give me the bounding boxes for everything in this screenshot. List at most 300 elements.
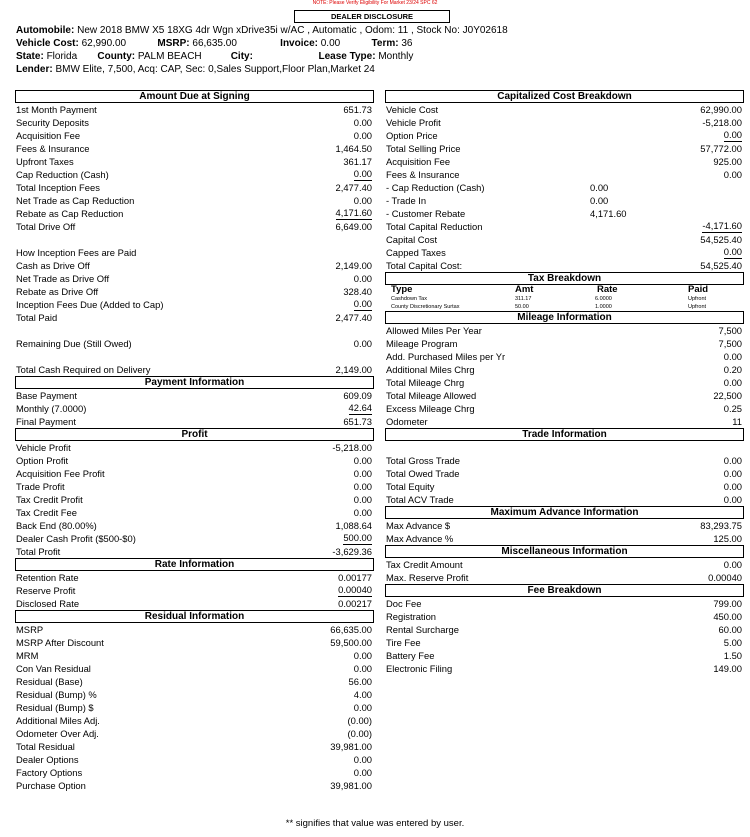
tax-rate: 6.0000 bbox=[595, 296, 612, 302]
table-row bbox=[385, 220, 744, 233]
lender-line bbox=[16, 64, 375, 76]
row-value: 0.00 bbox=[723, 494, 742, 505]
row-value: 42.64 bbox=[348, 402, 372, 413]
row-label: Total Cash Required on Delivery bbox=[16, 364, 151, 375]
row-value: 4,171.60 bbox=[335, 207, 372, 218]
left-column bbox=[15, 90, 374, 792]
table-row bbox=[15, 246, 374, 259]
table-row bbox=[15, 298, 374, 311]
row-label: Total Inception Fees bbox=[16, 182, 100, 193]
row-value: 1.50 bbox=[723, 650, 742, 661]
row-value: 0.00 bbox=[723, 377, 742, 388]
table-row bbox=[385, 207, 744, 220]
table-row bbox=[15, 220, 374, 233]
row-value: 0.00177 bbox=[338, 572, 372, 583]
row-label: Additional Miles Chrg bbox=[386, 364, 475, 375]
invoice-label: Invoice: bbox=[280, 38, 318, 49]
table-row bbox=[385, 480, 744, 493]
row-label: Odometer Over Adj. bbox=[16, 728, 99, 739]
table-row bbox=[385, 103, 744, 116]
table-row bbox=[15, 519, 374, 532]
row-label: Back End (80.00%) bbox=[16, 520, 97, 531]
row-value: 56.00 bbox=[348, 676, 372, 687]
row-value: 0.00 bbox=[353, 507, 372, 518]
spacer bbox=[15, 233, 374, 246]
table-row bbox=[15, 142, 374, 155]
row-label: Allowed Miles Per Year bbox=[386, 325, 482, 336]
row-label: Factory Options bbox=[16, 767, 83, 778]
payment-section bbox=[15, 389, 374, 428]
row-value: 0.00 bbox=[723, 481, 742, 492]
spacer bbox=[15, 350, 374, 363]
profit-section bbox=[15, 441, 374, 558]
table-row bbox=[15, 779, 374, 792]
row-label: How Inception Fees are Paid bbox=[16, 247, 137, 258]
row-label: Total Gross Trade bbox=[386, 455, 460, 466]
city-label: City: bbox=[230, 51, 253, 62]
row-label: Tax Credit Fee bbox=[16, 507, 77, 518]
row-label: Rebate as Cap Reduction bbox=[16, 208, 124, 219]
cap-cost-section bbox=[385, 103, 744, 272]
row-label: Acquisition Fee bbox=[386, 156, 451, 167]
vehicle-cost-value: 62,990.00 bbox=[81, 38, 127, 49]
row-subvalue: 4,171.60 bbox=[590, 208, 627, 219]
table-row bbox=[385, 168, 744, 181]
row-value: 0.00 bbox=[353, 481, 372, 492]
row-value: -5,218.00 bbox=[332, 442, 372, 453]
msrp-value: 66,635.00 bbox=[192, 38, 237, 49]
row-label: Electronic Filing bbox=[386, 663, 453, 674]
table-row bbox=[385, 558, 744, 571]
max-advance-title: Maximum Advance Information bbox=[385, 506, 744, 519]
trade-section bbox=[385, 441, 744, 506]
profit-title: Profit bbox=[15, 428, 374, 441]
row-value: 0.00 bbox=[723, 129, 742, 140]
row-label: Max Advance $ bbox=[386, 520, 451, 531]
row-label: Total Residual bbox=[16, 741, 75, 752]
row-value: (0.00) bbox=[347, 715, 372, 726]
tax-amt: 311.17 bbox=[515, 296, 532, 302]
tax-type: Cashdown Tax bbox=[391, 296, 427, 302]
lender-label: Lender: bbox=[16, 64, 53, 75]
row-label: Total Profit bbox=[16, 546, 61, 557]
row-value: 66,635.00 bbox=[330, 624, 372, 635]
row-value: 0.25 bbox=[723, 403, 742, 414]
row-label: Total Mileage Chrg bbox=[386, 377, 465, 388]
mileage-title: Mileage Information bbox=[385, 311, 744, 324]
trade-title: Trade Information bbox=[385, 428, 744, 441]
row-value: 59,500.00 bbox=[330, 637, 372, 648]
row-label: Vehicle Profit bbox=[386, 117, 441, 128]
row-label: MSRP bbox=[16, 624, 44, 635]
table-row bbox=[15, 727, 374, 740]
fees-section bbox=[385, 597, 744, 675]
state-label: State: bbox=[16, 51, 44, 62]
table-row bbox=[15, 714, 374, 727]
table-row bbox=[385, 363, 744, 376]
row-value: 0.00 bbox=[353, 298, 372, 309]
table-row bbox=[15, 363, 374, 376]
spacer bbox=[385, 441, 744, 454]
table-row bbox=[15, 467, 374, 480]
table-row bbox=[15, 571, 374, 584]
table-row bbox=[385, 116, 744, 129]
table-row bbox=[385, 233, 744, 246]
row-value: 500.00 bbox=[343, 532, 372, 543]
row-value: 0.00217 bbox=[338, 598, 372, 609]
row-label: Con Van Residual bbox=[16, 663, 91, 674]
table-row bbox=[15, 649, 374, 662]
row-label: Rebate as Drive Off bbox=[16, 286, 99, 297]
row-value: 4.00 bbox=[353, 689, 372, 700]
table-row bbox=[15, 168, 374, 181]
row-value: 5.00 bbox=[723, 637, 742, 648]
row-label: Total Drive Off bbox=[16, 221, 76, 232]
row-value: 651.73 bbox=[343, 416, 372, 427]
row-label: Option Profit bbox=[16, 455, 69, 466]
table-row bbox=[385, 636, 744, 649]
table-row bbox=[385, 519, 744, 532]
row-label: - Customer Rebate bbox=[386, 208, 466, 219]
row-value: 39,981.00 bbox=[330, 780, 372, 791]
table-row bbox=[385, 324, 744, 337]
row-value: 57,772.00 bbox=[700, 143, 742, 154]
row-value: 2,149.00 bbox=[335, 260, 372, 271]
table-row bbox=[385, 155, 744, 168]
row-value: 22,500 bbox=[713, 390, 742, 401]
row-label: 1st Month Payment bbox=[16, 104, 97, 115]
row-value: (0.00) bbox=[347, 728, 372, 739]
row-label: Total Capital Cost: bbox=[386, 260, 463, 271]
automobile-label: Automobile: bbox=[16, 25, 75, 36]
table-row bbox=[385, 129, 744, 142]
page-title: DEALER DISCLOSURE bbox=[294, 10, 450, 23]
row-value: 2,477.40 bbox=[335, 312, 372, 323]
row-label: MRM bbox=[16, 650, 39, 661]
fees-title: Fee Breakdown bbox=[385, 584, 744, 597]
row-subvalue: 0.00 bbox=[590, 195, 609, 206]
row-label: Total Owed Trade bbox=[386, 468, 460, 479]
tax-header-amt: Amt bbox=[515, 284, 534, 295]
row-label: Total ACV Trade bbox=[386, 494, 454, 505]
row-label: Remaining Due (Still Owed) bbox=[16, 338, 132, 349]
table-row bbox=[15, 597, 374, 610]
misc-section bbox=[385, 558, 744, 584]
row-label: - Cap Reduction (Cash) bbox=[386, 182, 485, 193]
row-value: 0.00 bbox=[353, 702, 372, 713]
row-value: 0.00 bbox=[723, 468, 742, 479]
row-value: 0.00 bbox=[723, 246, 742, 257]
row-label: Net Trade as Drive Off bbox=[16, 273, 110, 284]
row-label: Total Equity bbox=[386, 481, 435, 492]
table-row bbox=[15, 545, 374, 558]
row-label: Cap Reduction (Cash) bbox=[16, 169, 109, 180]
row-label: Dealer Options bbox=[16, 754, 79, 765]
cost-line bbox=[16, 38, 412, 50]
row-value: 0.00 bbox=[353, 338, 372, 349]
row-value: 0.00 bbox=[353, 117, 372, 128]
misc-title: Miscellaneous Information bbox=[385, 545, 744, 558]
row-label: Retention Rate bbox=[16, 572, 79, 583]
table-row bbox=[15, 337, 374, 350]
row-value: 0.00040 bbox=[708, 572, 742, 583]
tax-paid: Upfront bbox=[688, 304, 707, 310]
county-value: PALM BEACH bbox=[137, 51, 202, 62]
row-value: 6,649.00 bbox=[335, 221, 372, 232]
table-row bbox=[15, 389, 374, 402]
amount-due-section bbox=[15, 103, 374, 376]
row-label: Option Price bbox=[386, 130, 438, 141]
table-row bbox=[385, 532, 744, 545]
row-value: 39,981.00 bbox=[330, 741, 372, 752]
row-label: Net Trade as Cap Reduction bbox=[16, 195, 135, 206]
table-row bbox=[15, 584, 374, 597]
row-label: Mileage Program bbox=[386, 338, 458, 349]
row-value: 0.00 bbox=[353, 468, 372, 479]
row-label: Tax Credit Amount bbox=[386, 559, 463, 570]
tax-header-paid: Paid bbox=[688, 284, 709, 295]
row-label: Total Paid bbox=[16, 312, 58, 323]
table-row bbox=[385, 649, 744, 662]
lease-type-value: Monthly bbox=[378, 51, 414, 62]
row-label: Security Deposits bbox=[16, 117, 89, 128]
table-row bbox=[15, 311, 374, 324]
row-value: 0.00040 bbox=[338, 584, 372, 595]
tax-row bbox=[385, 295, 744, 303]
table-row bbox=[15, 285, 374, 298]
row-value: 925.00 bbox=[713, 156, 742, 167]
table-row bbox=[385, 662, 744, 675]
row-value: 0.00 bbox=[353, 494, 372, 505]
row-value: 149.00 bbox=[713, 663, 742, 674]
row-label: Capped Taxes bbox=[386, 247, 446, 258]
amount-due-title: Amount Due at Signing bbox=[15, 90, 374, 103]
table-row bbox=[385, 194, 744, 207]
invoice-value: 0.00 bbox=[320, 38, 341, 49]
row-label: Max. Reserve Profit bbox=[386, 572, 469, 583]
row-value: 0.00 bbox=[353, 754, 372, 765]
row-label: - Trade In bbox=[386, 195, 427, 206]
table-row bbox=[385, 337, 744, 350]
table-row bbox=[385, 571, 744, 584]
row-value: 799.00 bbox=[713, 598, 742, 609]
row-label: Doc Fee bbox=[386, 598, 422, 609]
row-label: Vehicle Profit bbox=[16, 442, 71, 453]
row-label: Rental Surcharge bbox=[386, 624, 459, 635]
row-label: Excess Mileage Chrg bbox=[386, 403, 475, 414]
table-row bbox=[15, 454, 374, 467]
row-value: 0.00 bbox=[353, 168, 372, 179]
row-value: 0.00 bbox=[353, 663, 372, 674]
row-value: 0.00 bbox=[353, 455, 372, 466]
mileage-section bbox=[385, 324, 744, 428]
location-line bbox=[16, 51, 413, 63]
max-advance-section bbox=[385, 519, 744, 545]
table-row bbox=[15, 532, 374, 545]
automobile-value: New 2018 BMW X5 18XG 4dr Wgn xDrive35i w/AC , Automatic , Odom: 11 , Stock No: J0Y02618 bbox=[77, 25, 508, 36]
table-row bbox=[15, 753, 374, 766]
row-value: -3,629.36 bbox=[332, 546, 372, 557]
row-label: Tax Credit Profit bbox=[16, 494, 83, 505]
rate-section bbox=[15, 571, 374, 610]
row-value: 60.00 bbox=[718, 624, 742, 635]
row-label: Total Mileage Allowed bbox=[386, 390, 477, 401]
row-label: Residual (Bump) $ bbox=[16, 702, 94, 713]
table-row bbox=[15, 402, 374, 415]
row-label: Total Capital Reduction bbox=[386, 221, 483, 232]
row-value: 7,500 bbox=[718, 325, 742, 336]
row-label: Total Selling Price bbox=[386, 143, 461, 154]
row-label: Purchase Option bbox=[16, 780, 86, 791]
table-row bbox=[385, 402, 744, 415]
row-label: Tire Fee bbox=[386, 637, 421, 648]
tax-amt: 50.00 bbox=[515, 304, 529, 310]
row-value: -4,171.60 bbox=[702, 220, 742, 231]
row-value: 1,464.50 bbox=[335, 143, 372, 154]
table-row bbox=[15, 103, 374, 116]
table-row bbox=[385, 376, 744, 389]
row-label: Acquisition Fee bbox=[16, 130, 81, 141]
row-value: 2,149.00 bbox=[335, 364, 372, 375]
row-value: 328.40 bbox=[343, 286, 372, 297]
table-row bbox=[385, 610, 744, 623]
table-row bbox=[15, 688, 374, 701]
row-value: 83,293.75 bbox=[700, 520, 742, 531]
table-row bbox=[15, 194, 374, 207]
row-label: Residual (Bump) % bbox=[16, 689, 97, 700]
row-label: Odometer bbox=[386, 416, 428, 427]
row-value: 54,525.40 bbox=[700, 260, 742, 271]
lease-type-label: Lease Type: bbox=[318, 51, 376, 62]
table-row bbox=[385, 259, 744, 272]
table-row bbox=[385, 493, 744, 506]
county-label: County: bbox=[97, 51, 136, 62]
tax-header-row bbox=[385, 285, 744, 295]
row-value: 11 bbox=[732, 416, 742, 427]
tax-type: County Discretionary Surtax bbox=[391, 304, 460, 310]
row-label: Inception Fees Due (Added to Cap) bbox=[16, 299, 164, 310]
footer-note: ** signifies that value was entered by user. bbox=[285, 818, 465, 829]
row-value: 450.00 bbox=[713, 611, 742, 622]
row-value: -5,218.00 bbox=[702, 117, 742, 128]
row-label: Fees & Insurance bbox=[16, 143, 90, 154]
tax-section bbox=[385, 285, 744, 311]
table-row bbox=[385, 415, 744, 428]
msrp-label: MSRP: bbox=[157, 38, 190, 49]
table-row bbox=[385, 181, 744, 194]
table-row bbox=[15, 766, 374, 779]
row-value: 0.00 bbox=[353, 195, 372, 206]
table-row bbox=[15, 259, 374, 272]
table-row bbox=[15, 129, 374, 142]
row-label: Monthly (7.0000) bbox=[16, 403, 87, 414]
row-label: MSRP After Discount bbox=[16, 637, 104, 648]
table-row bbox=[385, 350, 744, 363]
eligibility-note: NOTE: Please Verify Eligibility For Market 23/24 SPC 62 bbox=[312, 0, 438, 6]
table-row bbox=[15, 701, 374, 714]
row-value: 1,088.64 bbox=[335, 520, 372, 531]
row-value: 651.73 bbox=[343, 104, 372, 115]
table-row bbox=[385, 454, 744, 467]
row-label: Reserve Profit bbox=[16, 585, 76, 596]
row-value: 54,525.40 bbox=[700, 234, 742, 245]
table-row bbox=[385, 389, 744, 402]
row-label: Vehicle Cost bbox=[386, 104, 439, 115]
row-value: 0.00 bbox=[723, 169, 742, 180]
table-row bbox=[385, 246, 744, 259]
table-row bbox=[15, 181, 374, 194]
table-row bbox=[15, 675, 374, 688]
table-row bbox=[15, 441, 374, 454]
residual-title: Residual Information bbox=[15, 610, 374, 623]
row-label: Residual (Base) bbox=[16, 676, 83, 687]
table-row bbox=[385, 597, 744, 610]
right-column bbox=[385, 90, 744, 675]
table-row bbox=[385, 142, 744, 155]
rate-title: Rate Information bbox=[15, 558, 374, 571]
table-row bbox=[15, 623, 374, 636]
table-row bbox=[15, 415, 374, 428]
term-label: Term: bbox=[371, 38, 399, 49]
row-value: 0.00 bbox=[353, 273, 372, 284]
row-label: Add. Purchased Miles per Yr bbox=[386, 351, 506, 362]
automobile-line bbox=[16, 25, 508, 37]
spacer bbox=[15, 324, 374, 337]
table-row bbox=[15, 207, 374, 220]
row-label: Dealer Cash Profit ($500-$0) bbox=[16, 533, 136, 544]
tax-header-type: Type bbox=[391, 284, 413, 295]
row-label: Trade Profit bbox=[16, 481, 65, 492]
row-value: 0.00 bbox=[353, 650, 372, 661]
table-row bbox=[15, 155, 374, 168]
row-value: 62,990.00 bbox=[700, 104, 742, 115]
tax-rate: 1.0000 bbox=[595, 304, 612, 310]
row-value: 0.00 bbox=[353, 767, 372, 778]
tax-title: Tax Breakdown bbox=[385, 272, 744, 285]
row-label: Capital Cost bbox=[386, 234, 438, 245]
row-label: Battery Fee bbox=[386, 650, 435, 661]
table-row bbox=[15, 272, 374, 285]
row-value: 0.20 bbox=[723, 364, 742, 375]
row-value: 0.00 bbox=[723, 351, 742, 362]
row-label: Disclosed Rate bbox=[16, 598, 80, 609]
row-label: Max Advance % bbox=[386, 533, 454, 544]
row-label: Cash as Drive Off bbox=[16, 260, 90, 271]
row-label: Additional Miles Adj. bbox=[16, 715, 100, 726]
payment-title: Payment Information bbox=[15, 376, 374, 389]
table-row bbox=[15, 116, 374, 129]
lender-value: BMW Elite, 7,500, Acq: CAP, Sec: 0,Sales Support,Floor Plan,Market 24 bbox=[55, 64, 375, 75]
row-value: 125.00 bbox=[713, 533, 742, 544]
row-label: Final Payment bbox=[16, 416, 76, 427]
row-value: 609.09 bbox=[343, 390, 372, 401]
row-value: 0.00 bbox=[353, 130, 372, 141]
cap-cost-title: Capitalized Cost Breakdown bbox=[385, 90, 744, 103]
table-row bbox=[15, 740, 374, 753]
residual-section bbox=[15, 623, 374, 792]
table-row bbox=[15, 480, 374, 493]
row-value: 0.00 bbox=[723, 559, 742, 570]
row-label: Registration bbox=[386, 611, 437, 622]
tax-header-rate: Rate bbox=[597, 284, 618, 295]
row-value: 2,477.40 bbox=[335, 182, 372, 193]
table-row bbox=[385, 623, 744, 636]
row-label: Base Payment bbox=[16, 390, 77, 401]
state-value: Florida bbox=[46, 51, 78, 62]
row-label: Upfront Taxes bbox=[16, 156, 74, 167]
table-row bbox=[15, 493, 374, 506]
vehicle-cost-label: Vehicle Cost: bbox=[16, 38, 79, 49]
